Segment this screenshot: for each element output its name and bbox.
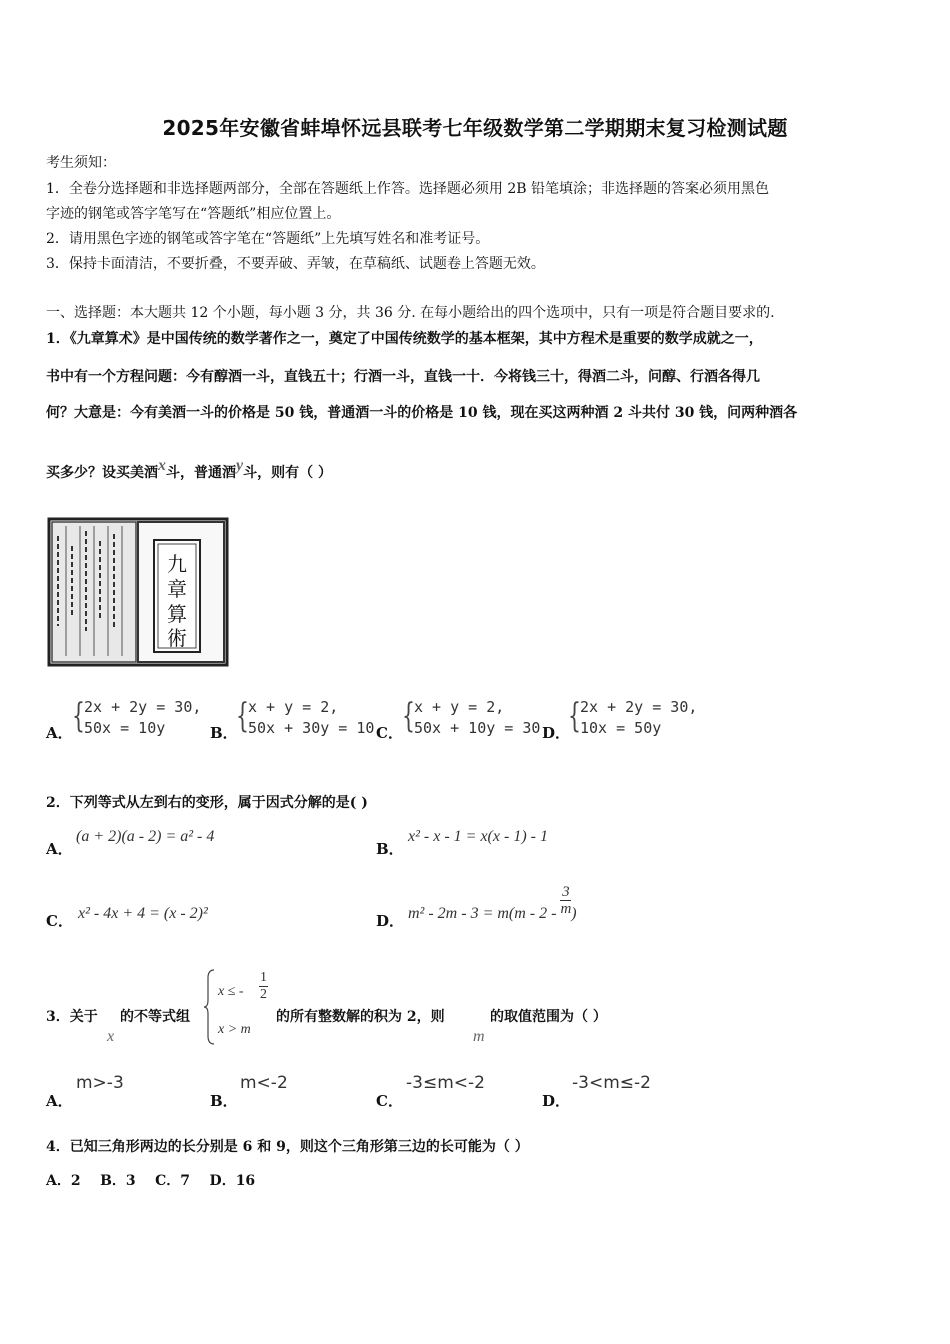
q1-line-4	[46, 457, 332, 482]
numerator: 1	[260, 970, 267, 985]
notice-line-1b: 字迹的钢笔或答字笔写在“答题纸”相应位置上。	[46, 206, 341, 222]
q3-var-x: x	[107, 1028, 115, 1045]
notice-line-1a: 1．全卷分选择题和非选择题两部分，全部在答题纸上作答。选择题必须用 2B 铅笔填涂；非选择题的答案必须用黑色	[46, 181, 769, 197]
q3-option-a[interactable]: m>-3	[76, 1073, 124, 1093]
q1-option-a[interactable]	[72, 698, 202, 742]
q1-option-c-label: C．	[376, 724, 403, 742]
q1-line-2: 书中有一个方程问题：今有醇酒一斗，直钱五十；行酒一斗，直钱一十．今将钱三十，得酒二斗，问醇、行酒各得几	[46, 369, 760, 385]
q4-options[interactable]: A．2 B．3 C．7 D．16	[46, 1173, 256, 1189]
q1-line-4c: 斗，则有（ ）	[243, 465, 332, 481]
brace: {	[568, 696, 581, 736]
q2-option-b[interactable]: x² - x - 1 = x(x - 1) - 1	[408, 828, 548, 845]
q3-option-c-label: C．	[376, 1092, 403, 1110]
denominator: 2	[260, 987, 267, 1002]
equation-line-1: x + y = 2,	[414, 698, 505, 716]
equation-line-2: 50x + 10y = 30	[414, 719, 541, 737]
q3-option-a-label: A．	[46, 1092, 73, 1110]
equation-line-1: 2x + 2y = 30,	[84, 698, 202, 716]
q2-stem: 2．下列等式从左到右的变形，属于因式分解的是( )	[46, 795, 368, 811]
book-title-char-4: 術	[167, 626, 187, 650]
q3-stem-pre: 3．关于	[46, 1009, 98, 1025]
brace: {	[236, 696, 249, 736]
notice-line-3: 3．保持卡面清洁，不要折叠，不要弄破、弄皱，在草稿纸、试题卷上答题无效。	[46, 256, 545, 272]
page-title: 2025年安徽省蚌埠怀远县联考七年级数学第二学期期末复习检测试题	[162, 116, 788, 140]
q4-stem: 4．已知三角形两边的长分别是 6 和 9，则这个三角形第三边的长可能为（ ）	[46, 1139, 529, 1155]
q3-sys-line-1-pre: x ≤ -	[218, 984, 244, 999]
q3-sys-line-1	[218, 984, 244, 1000]
q2-option-d[interactable]	[408, 884, 577, 923]
q3-inequality-system	[204, 968, 274, 1046]
q2-option-d-pre: m² - 2m - 3 = m(m - 2 -	[408, 905, 561, 923]
q3-option-b[interactable]: m<-2	[240, 1073, 288, 1093]
q3-stem-mid1: 的不等式组	[120, 1009, 190, 1025]
q3-sys-line-2: x > m	[218, 1022, 251, 1037]
equation-line-1: x + y = 2,	[248, 698, 339, 716]
q3-var-m: m	[473, 1028, 485, 1045]
book-title-char-2: 章	[167, 577, 187, 601]
q1-option-a-label: A．	[46, 724, 73, 742]
q3-option-c[interactable]: -3≤m<-2	[406, 1073, 485, 1093]
q3-sys-fraction	[259, 970, 268, 1003]
equation-line-2: 10x = 50y	[580, 719, 662, 737]
q1-option-b[interactable]	[236, 696, 375, 742]
q3-option-d[interactable]: -3<m≤-2	[572, 1073, 651, 1093]
q2-option-c[interactable]: x² - 4x + 4 = (x - 2)²	[78, 905, 208, 922]
brace: {	[402, 696, 415, 736]
q2-option-c-label: C．	[46, 912, 73, 930]
book-title-char-1: 九	[167, 552, 187, 576]
brace	[204, 968, 216, 1046]
brace: {	[72, 696, 85, 736]
notice-heading: 考生须知：	[46, 155, 116, 171]
q2-option-a-label: A．	[46, 840, 73, 858]
q1-option-b-label: B．	[210, 724, 238, 742]
q2-option-d-post: )	[571, 905, 577, 923]
equation-line-1: 2x + 2y = 30,	[580, 698, 698, 716]
q1-option-d-label: D．	[542, 724, 571, 742]
q3-stem-mid2: 的所有整数解的积为 2，则	[276, 1009, 445, 1025]
equation-line-2: 50x + 30y = 10	[248, 719, 375, 737]
notice-line-2: 2．请用黑色字迹的钢笔或答字笔在“答题纸”上先填写姓名和准考证号。	[46, 231, 490, 247]
jiuzhang-book-image	[46, 516, 230, 668]
q3-option-b-label: B．	[210, 1092, 238, 1110]
q1-line-4a: 买多少？设买美酒	[46, 465, 158, 481]
q1-line-4b: 斗，普通酒	[166, 465, 236, 481]
q1-var-x: x	[158, 457, 166, 474]
q1-line-1: 1．《九章算术》是中国传统的数学著作之一，奠定了中国传统数学的基本框架，其中方程术是重要的数学成就之一，	[46, 331, 763, 347]
q1-option-c[interactable]	[402, 696, 541, 742]
q2-option-a[interactable]: (a + 2)(a - 2) = a² - 4	[76, 828, 215, 845]
q1-line-3: 何？大意是：今有美酒一斗的价格是 50 钱，普通酒一斗的价格是 10 钱，现在买这两种酒 2 斗共付 30 钱，问两种酒各	[46, 405, 798, 421]
denominator: m	[560, 901, 572, 917]
equation-line-2: 50x = 10y	[84, 719, 166, 737]
q2-option-b-label: B．	[376, 840, 404, 858]
book-title-char-3: 算	[167, 602, 187, 626]
q3-option-d-label: D．	[542, 1092, 571, 1110]
q1-option-d[interactable]	[568, 698, 698, 742]
fraction	[560, 884, 571, 917]
q1-var-y: y	[236, 457, 244, 474]
section-1-heading: 一、选择题：本大题共 12 个小题，每小题 3 分，共 36 分. 在每小题给出的四个选项中，只有一项是符合题目要求的.	[46, 305, 775, 321]
q3-stem-post: 的取值范围为（ ）	[490, 1009, 607, 1025]
numerator: 3	[562, 884, 570, 900]
q2-option-d-label: D．	[376, 912, 405, 930]
